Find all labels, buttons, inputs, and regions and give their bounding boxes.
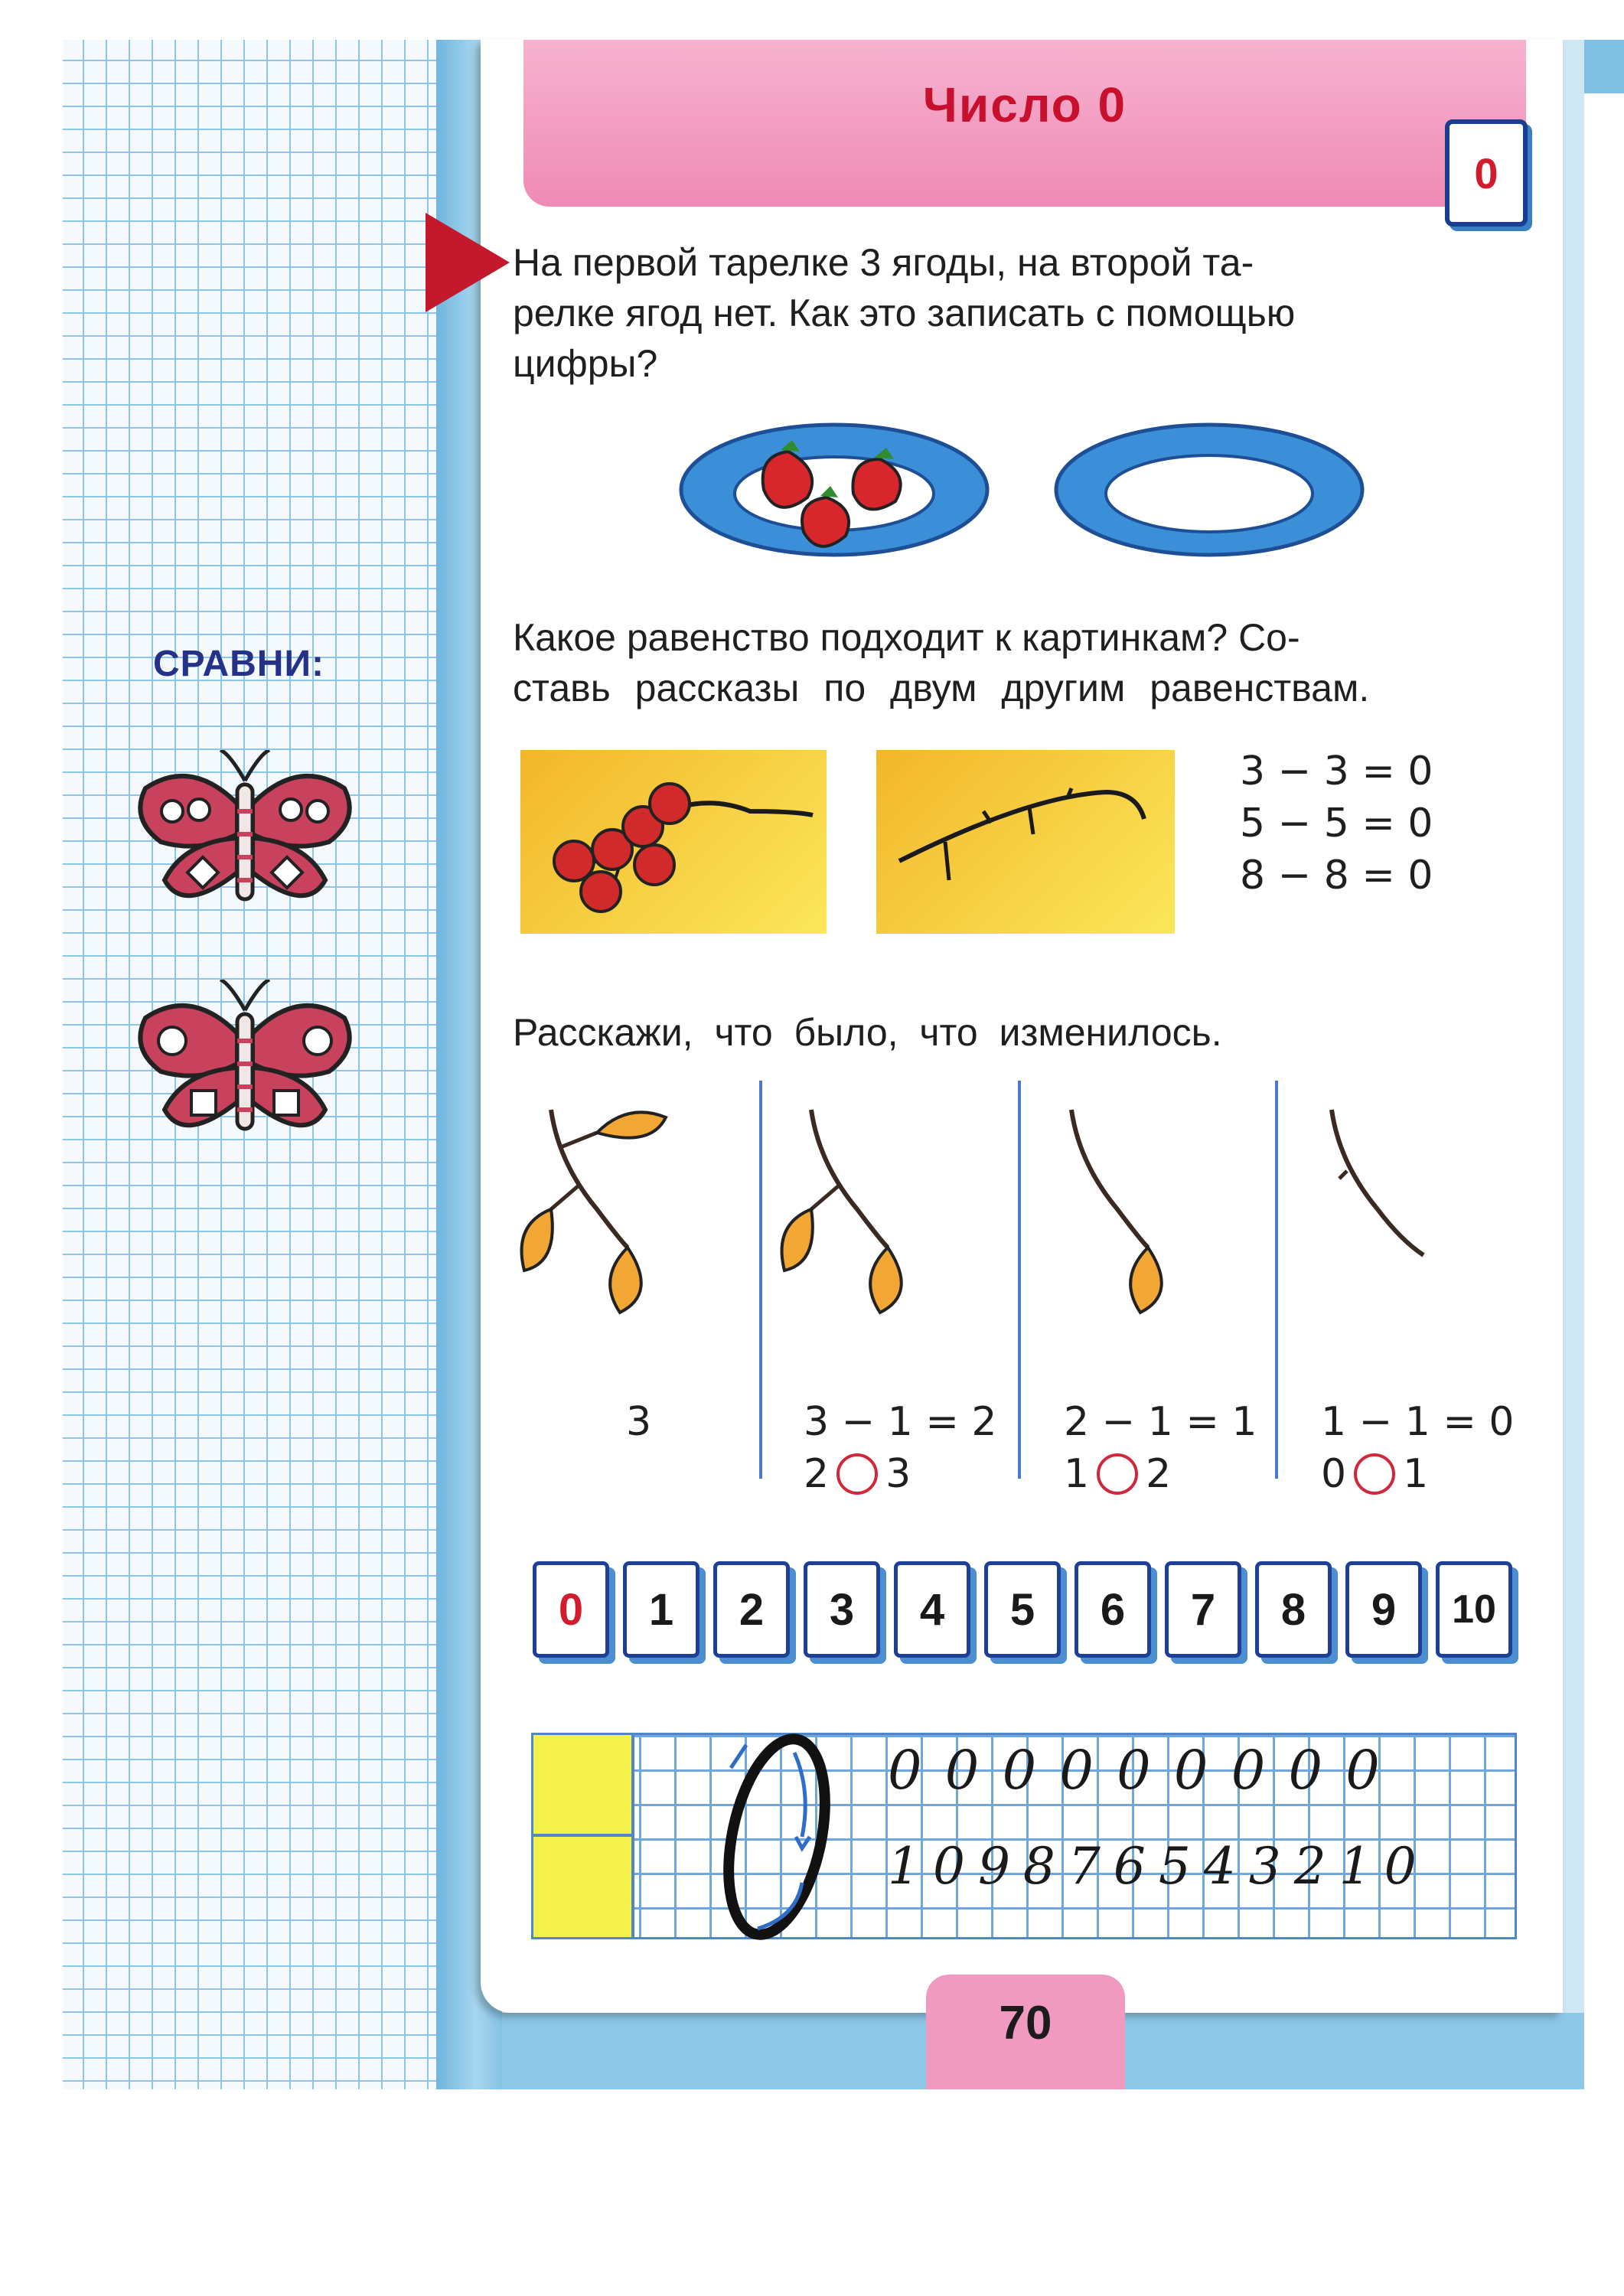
branch-three-leaves-icon (513, 1102, 689, 1332)
number-card[interactable]: 2 (713, 1561, 790, 1658)
berries-card (520, 750, 827, 934)
number-badge: 0 (1445, 119, 1528, 227)
equation: 1 − 1 = 0 (1321, 1399, 1515, 1445)
task-marker-triangle-icon (426, 213, 517, 312)
equation: 3 − 1 = 2 (804, 1399, 997, 1445)
cell-divider (533, 1834, 631, 1837)
number-card[interactable]: 9 (1345, 1561, 1422, 1658)
task1-line3: цифры? (513, 342, 658, 385)
count-label: 3 (626, 1399, 652, 1445)
comparison-left: 0 (1321, 1451, 1347, 1497)
branch-one-leaf-icon (1033, 1102, 1209, 1332)
comparison-circle-icon[interactable] (1097, 1453, 1138, 1495)
number-card[interactable]: 5 (984, 1561, 1061, 1658)
branch-two-leaves-icon (773, 1102, 949, 1332)
berry-branch-icon (520, 750, 827, 934)
zero-stroke-guide-icon (704, 1722, 842, 1952)
bare-twig-icon (1293, 1102, 1469, 1332)
number-line (533, 1561, 1512, 1658)
number-card[interactable]: 6 (1075, 1561, 1151, 1658)
task2-line1: Какое равенство подходит к картинкам? Со- (513, 616, 1300, 659)
task1-line1: На первой тарелке 3 ягоды, на второй та- (513, 241, 1254, 284)
equation: 5 − 5 = 0 (1240, 801, 1433, 846)
column-divider (759, 1081, 762, 1479)
number-card[interactable]: 1 (623, 1561, 699, 1658)
comparison (804, 1448, 911, 1500)
number-card[interactable]: 4 (894, 1561, 970, 1658)
number-card[interactable]: 7 (1165, 1561, 1241, 1658)
plate-with-strawberries-icon (673, 406, 995, 566)
column-divider (1018, 1081, 1021, 1479)
task2-line2: ставь рассказы по двум другим равенствам. (513, 667, 1370, 709)
page-title: Число 0 (922, 77, 1127, 132)
number-card[interactable]: 8 (1255, 1561, 1332, 1658)
equation: 8 − 8 = 0 (1240, 853, 1433, 899)
column-divider (1275, 1081, 1278, 1479)
comparison-right: 1 (1403, 1451, 1429, 1497)
bare-branch-icon (876, 750, 1175, 934)
comparison-circle-icon[interactable] (1354, 1453, 1395, 1495)
page-number: 70 (999, 1997, 1052, 2050)
countdown-practice-row: 1 0 9 8 7 6 5 4 3 2 1 0 (888, 1837, 1415, 1896)
comparison-left: 1 (1064, 1451, 1090, 1497)
equation: 2 − 1 = 1 (1064, 1399, 1257, 1445)
number-card[interactable]: 3 (804, 1561, 880, 1658)
equation: 3 − 3 = 0 (1240, 748, 1433, 794)
compare-label: СРАВНИ: (153, 644, 324, 684)
task3-prompt: Расскажи, что было, что изменилось. (513, 1011, 1222, 1054)
butterfly-icon (130, 980, 360, 1148)
comparison (1321, 1448, 1428, 1500)
zero-practice-row: 0 0 0 0 0 0 0 0 0 (888, 1739, 1383, 1802)
comparison (1064, 1448, 1171, 1500)
empty-plate-icon (1048, 417, 1370, 563)
butterfly-icon (130, 750, 360, 918)
comparison-left: 2 (804, 1451, 830, 1497)
right-edge-band (1561, 40, 1584, 2089)
task1-line2: релке ягод нет. Как это записать с помощью (513, 292, 1296, 334)
number-card[interactable]: 0 (533, 1561, 609, 1658)
comparison-circle-icon[interactable] (836, 1453, 878, 1495)
comparison-right: 3 (885, 1451, 911, 1497)
number-card[interactable]: 10 (1436, 1561, 1512, 1658)
comparison-right: 2 (1146, 1451, 1172, 1497)
bare-branch-card (876, 750, 1175, 934)
